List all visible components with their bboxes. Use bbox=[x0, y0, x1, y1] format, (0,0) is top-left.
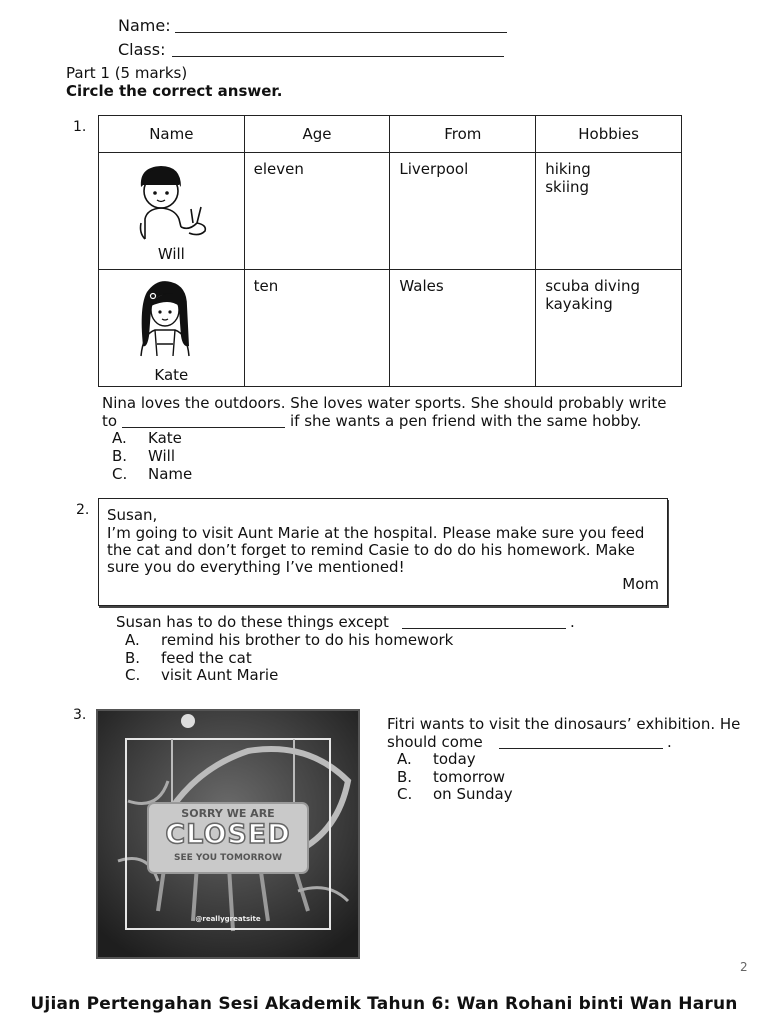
question-text: if she wants a pen friend with the same hobby. bbox=[290, 412, 642, 430]
option-text: Name bbox=[148, 465, 193, 483]
answer-option[interactable] bbox=[112, 429, 182, 447]
hobby: skiing bbox=[545, 178, 590, 196]
sign-closed: CLOSED bbox=[165, 819, 291, 850]
from-value: Liverpool bbox=[399, 160, 469, 178]
answer-blank[interactable] bbox=[122, 427, 285, 428]
pen-friend-table bbox=[98, 115, 682, 387]
table-header-row bbox=[99, 116, 682, 153]
answer-blank[interactable] bbox=[402, 628, 566, 629]
hobbies-cell bbox=[536, 270, 682, 387]
question-period: . bbox=[667, 733, 672, 751]
option-text: today bbox=[433, 750, 476, 768]
answer-blank[interactable] bbox=[499, 748, 663, 749]
table-header: Age bbox=[244, 116, 390, 153]
option-text: on Sunday bbox=[433, 785, 513, 803]
answer-option[interactable] bbox=[125, 666, 278, 684]
option-letter: B. bbox=[397, 768, 413, 786]
table-row bbox=[99, 153, 682, 270]
answer-option[interactable] bbox=[125, 631, 453, 649]
option-letter: A. bbox=[397, 750, 412, 768]
girl-illustration bbox=[133, 276, 213, 360]
table-header: From bbox=[390, 116, 536, 153]
option-letter: A. bbox=[125, 631, 140, 649]
from-cell bbox=[390, 153, 536, 270]
option-letter: C. bbox=[397, 785, 413, 803]
option-letter: C. bbox=[125, 666, 141, 684]
option-text: feed the cat bbox=[161, 649, 252, 667]
name-cell bbox=[99, 270, 245, 387]
note-line: I’m going to visit Aunt Marie at the hospital. Please make sure you feed bbox=[107, 524, 645, 542]
kid-name: Kate bbox=[154, 366, 189, 384]
question-text: Nina loves the outdoors. She loves water sports. She should probably write bbox=[102, 394, 667, 412]
name-label: Name: bbox=[118, 16, 171, 35]
class-blank[interactable] bbox=[172, 56, 504, 57]
table-row bbox=[99, 270, 682, 387]
question-number: 2. bbox=[76, 502, 90, 518]
answer-option[interactable] bbox=[112, 447, 175, 465]
from-value: Wales bbox=[399, 277, 444, 295]
class-label: Class: bbox=[118, 40, 166, 59]
answer-option[interactable] bbox=[125, 649, 252, 667]
option-letter: C. bbox=[112, 465, 128, 483]
age-cell bbox=[244, 153, 390, 270]
note-line: the cat and don’t forget to remind Casie to do do his homework. Make bbox=[107, 541, 635, 559]
part-heading: Part 1 (5 marks) bbox=[66, 64, 188, 82]
question-text: to bbox=[102, 412, 118, 430]
hobby: scuba diving bbox=[545, 277, 640, 295]
option-letter: B. bbox=[125, 649, 141, 667]
question-period: . bbox=[570, 613, 575, 631]
sign-line1: SORRY WE ARE bbox=[181, 807, 275, 820]
table-header: Name bbox=[99, 116, 245, 153]
option-text: visit Aunt Marie bbox=[161, 666, 279, 684]
option-letter: A. bbox=[112, 429, 127, 447]
option-text: Kate bbox=[148, 429, 182, 447]
age-value: ten bbox=[253, 277, 279, 295]
question-text: should come bbox=[387, 733, 483, 751]
question-text: Susan has to do these things except bbox=[116, 613, 389, 631]
boy-illustration bbox=[129, 161, 219, 245]
age-cell bbox=[244, 270, 390, 387]
question-text: Fitri wants to visit the dinosaurs’ exhibition. He bbox=[387, 715, 741, 733]
answer-option[interactable] bbox=[397, 768, 505, 786]
answer-option[interactable] bbox=[112, 465, 192, 483]
sign-handle: @reallygreatsite bbox=[195, 915, 261, 923]
option-text: Will bbox=[148, 447, 176, 465]
question-number: 1. bbox=[73, 119, 87, 135]
note-greeting: Susan, bbox=[107, 506, 158, 524]
closed-sign-photo bbox=[96, 709, 360, 959]
name-blank[interactable] bbox=[175, 32, 507, 33]
hobby: hiking bbox=[545, 160, 591, 178]
note-line: sure you do everything I’ve mentioned! bbox=[107, 558, 405, 576]
table-header: Hobbies bbox=[536, 116, 682, 153]
name-cell bbox=[99, 153, 245, 270]
page-number: 2 bbox=[740, 960, 748, 974]
option-text: remind his brother to do his homework bbox=[161, 631, 454, 649]
question-number: 3. bbox=[73, 707, 87, 723]
hobbies-cell bbox=[536, 153, 682, 270]
from-cell bbox=[390, 270, 536, 387]
answer-option[interactable] bbox=[397, 785, 513, 803]
option-letter: B. bbox=[112, 447, 128, 465]
sign-line3: SEE YOU TOMORROW bbox=[173, 853, 283, 863]
hobby: kayaking bbox=[545, 295, 613, 313]
note-box bbox=[98, 498, 668, 606]
kid-name: Will bbox=[157, 245, 185, 263]
age-value: eleven bbox=[253, 160, 304, 178]
note-signoff: Mom bbox=[622, 575, 659, 593]
footer-title: Ujian Pertengahan Sesi Akademik Tahun 6: Wan Rohani binti Wan Harun bbox=[30, 994, 738, 1014]
instruction: Circle the correct answer. bbox=[66, 82, 283, 100]
option-text: tomorrow bbox=[433, 768, 506, 786]
answer-option[interactable] bbox=[397, 750, 476, 768]
